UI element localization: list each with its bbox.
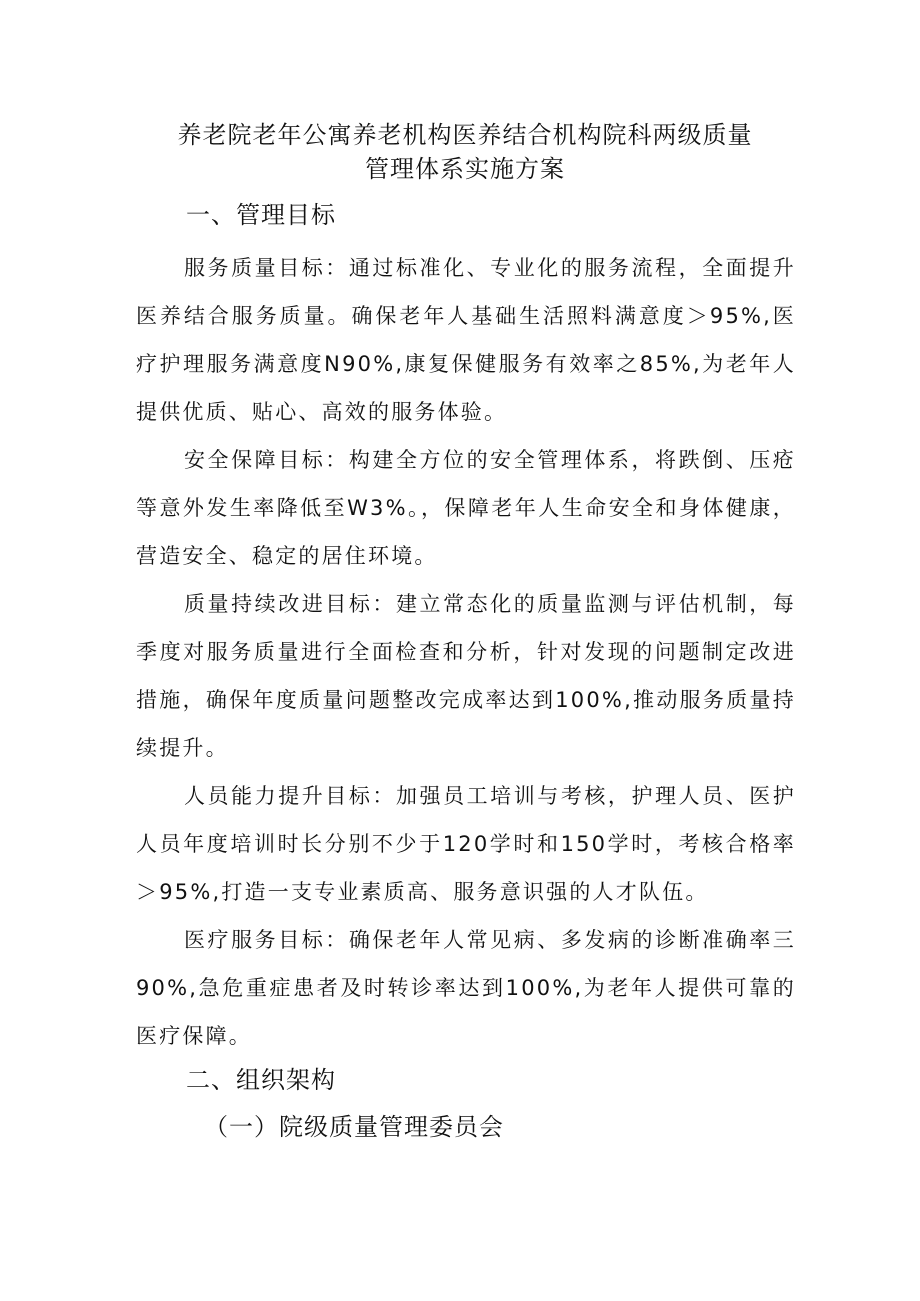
document-title-line-2: 管理体系实施方案 [365, 155, 565, 183]
document-title-line-1: 养老院老年公寓养老机构医养结合机构院科两级质量 [177, 121, 753, 149]
section-heading-management-goals: 一、管理目标 [186, 201, 336, 229]
paragraph-staff-capability-goal: 人员能力提升目标：加强员工培训与考核，护理人员、医护人员年度培训时长分别不少于120学时和150学时，考核合格率＞95%,打造一支专业素质高、服务意识强的人才队伍。 [136, 784, 796, 904]
paragraph-service-quality-goal: 服务质量目标：通过标准化、专业化的服务流程，全面提升医养结合服务质量。确保老年人基础生活照料满意度＞95%,医疗护理服务满意度N90%,康复保健服务有效率之85%,为老年人提供优质、贴心、高效的服务体验。 [136, 256, 796, 424]
subsection-heading-quality-committee: （一）院级质量管理委员会 [204, 1113, 504, 1141]
paragraph-medical-service-goal: 医疗服务目标：确保老年人常见病、多发病的诊断准确率三90%,急危重症患者及时转诊率达到100%,为老年人提供可靠的医疗保障。 [136, 928, 796, 1048]
paragraph-safety-goal: 安全保障目标：构建全方位的安全管理体系，将跌倒、压疮等意外发生率降低至W3%。，保障老年人生命安全和身体健康，营造安全、稳定的居住环境。 [136, 448, 796, 568]
section-heading-organization-structure: 二、组织架构 [186, 1066, 336, 1094]
paragraph-continuous-improvement-goal: 质量持续改进目标：建立常态化的质量监测与评估机制，每季度对服务质量进行全面检查和分析，针对发现的问题制定改进措施，确保年度质量问题整改完成率达到100%,推动服务质量持续提升。 [136, 592, 796, 760]
